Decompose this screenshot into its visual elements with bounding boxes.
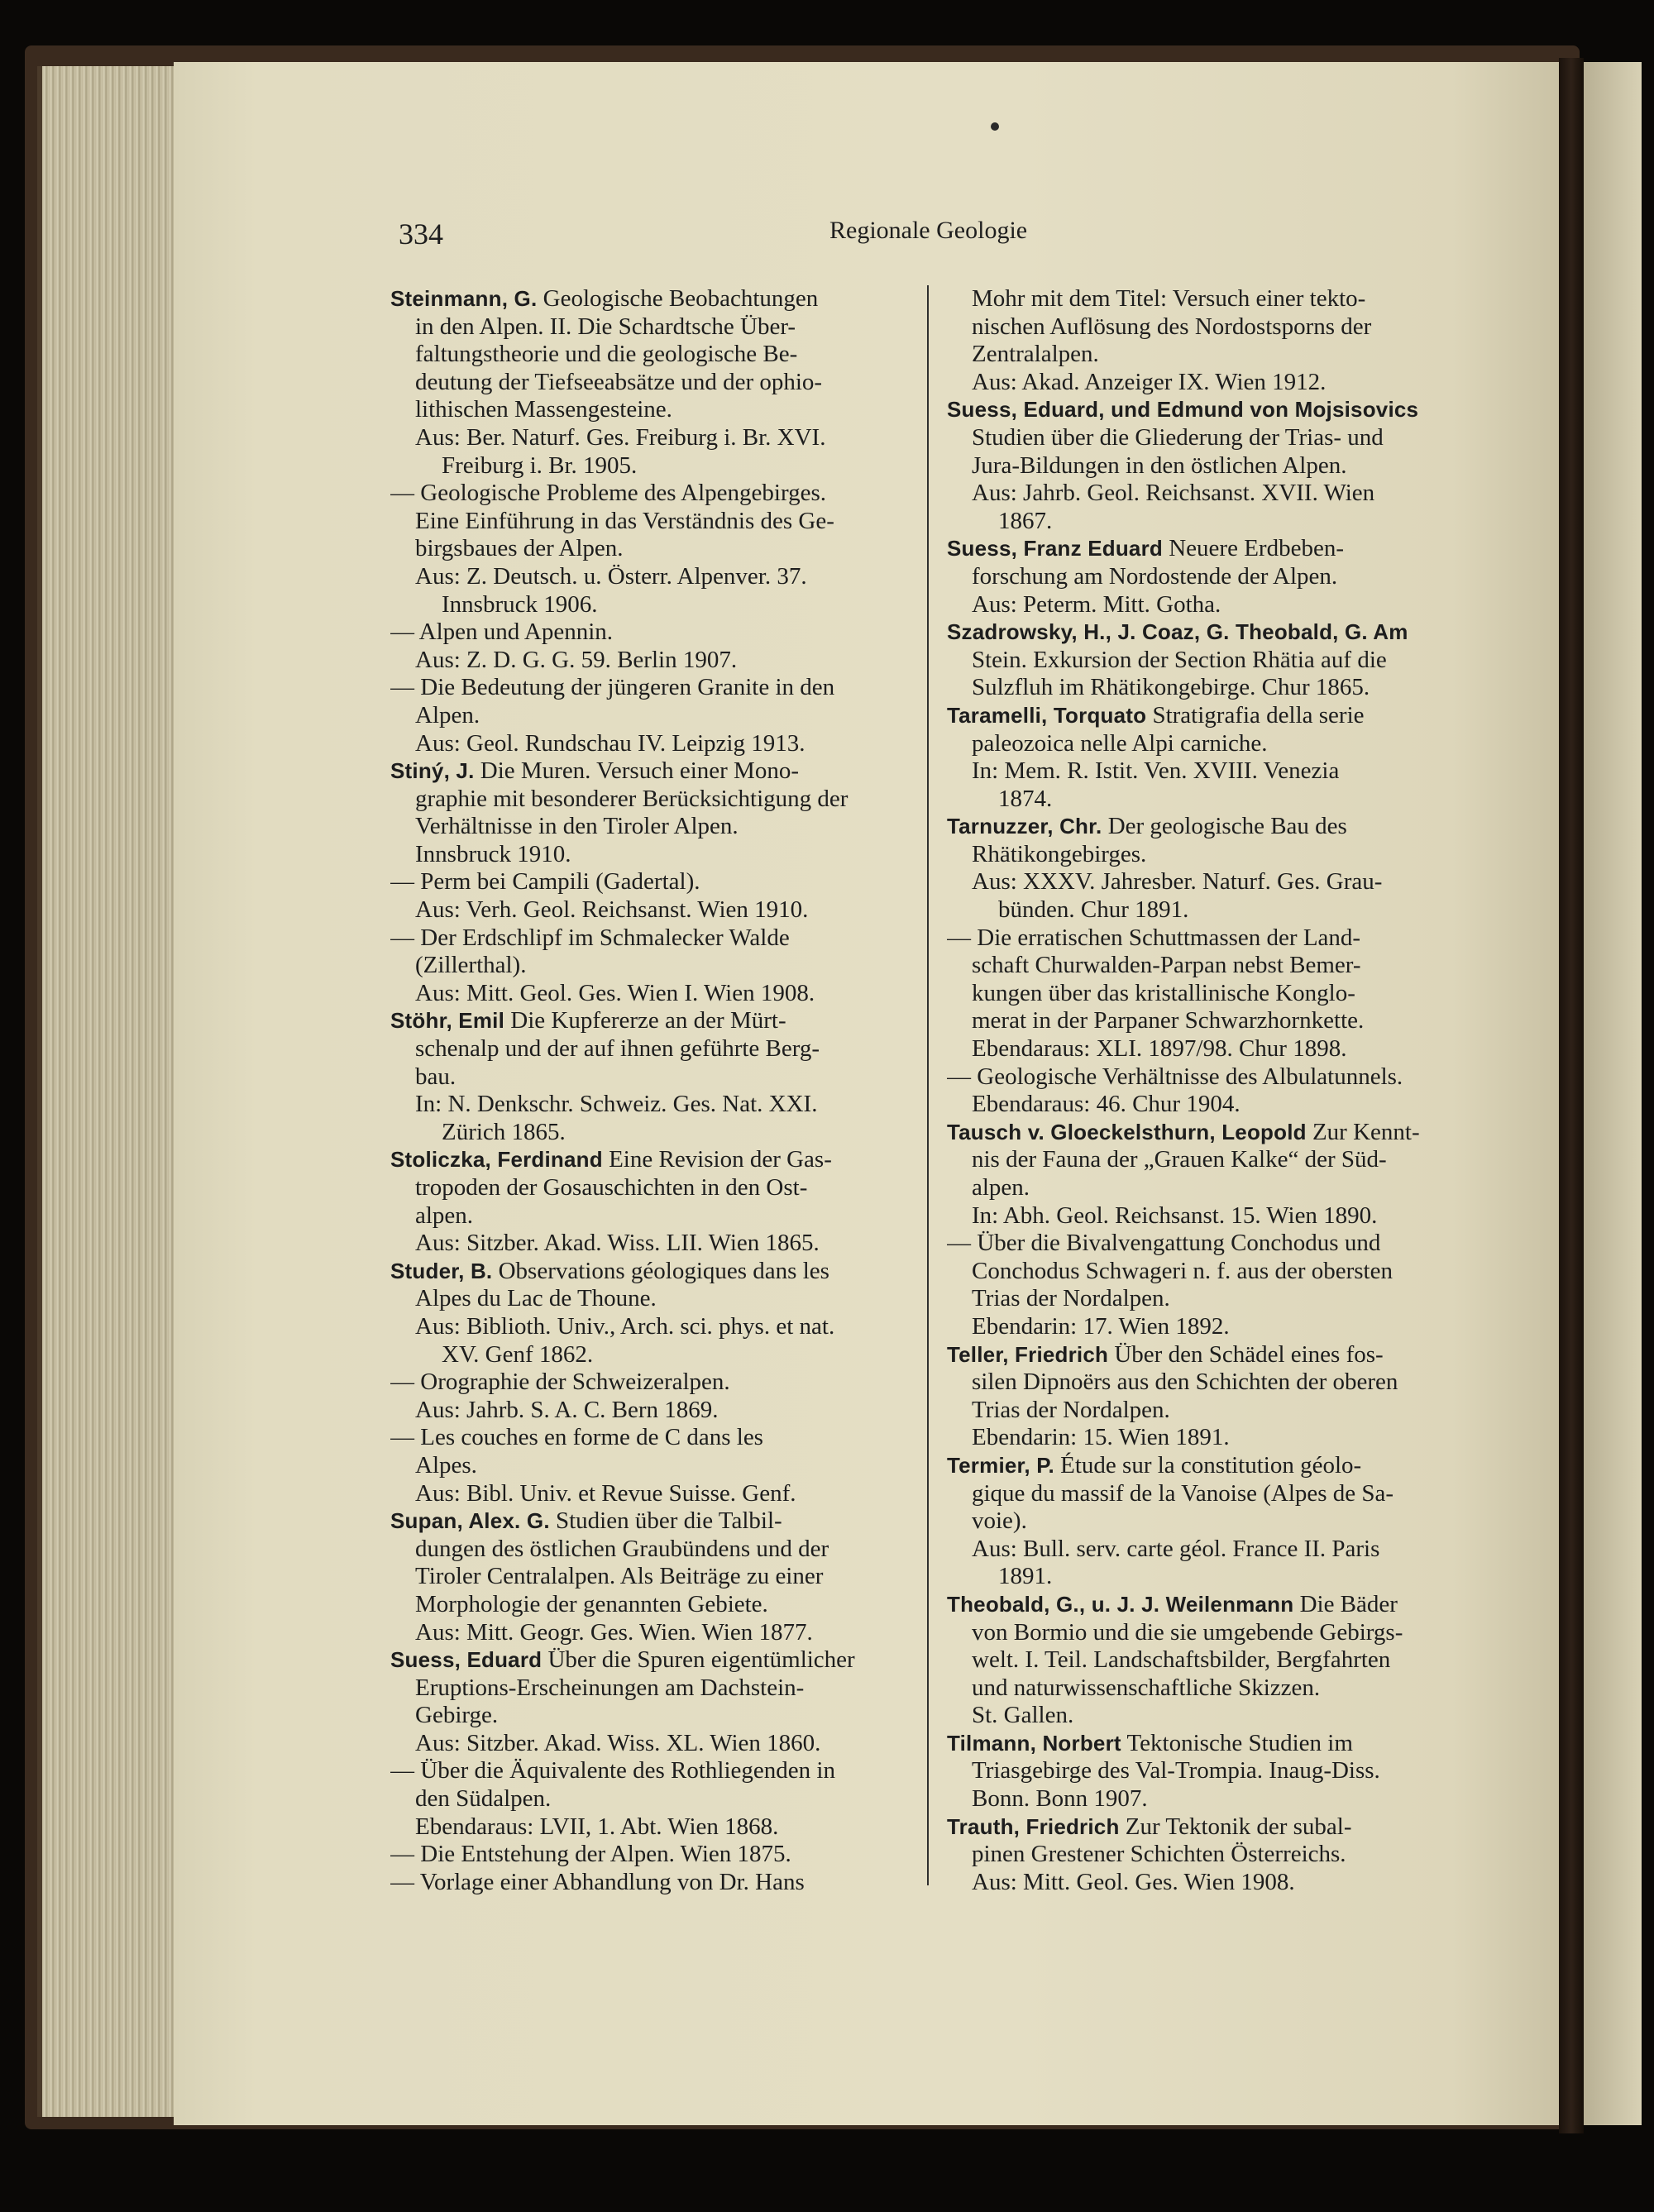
entry-title-start: Zur Kennt- xyxy=(1312,1118,1420,1145)
entry-title-line: Rhätikongebirges. xyxy=(972,840,1147,867)
entry-title-start: Les couches en forme de C dans les xyxy=(420,1424,763,1451)
entry-first-line xyxy=(947,702,1468,730)
bib-entry xyxy=(390,480,907,619)
entry-title-line: bau. xyxy=(415,1063,457,1090)
entry-title-line: Alpes. xyxy=(415,1451,477,1479)
entry-title-line: und naturwissenschaftliche Skizzen. xyxy=(972,1674,1321,1701)
entry-first-line xyxy=(947,1452,1468,1480)
ditto-dash: — xyxy=(390,480,414,507)
entry-title-line: nis der Fauna der „Grauen Kalke“ der Süd- xyxy=(972,1146,1387,1173)
bib-entry xyxy=(947,535,1468,619)
entry-title-line: voie). xyxy=(972,1507,1027,1535)
entry-title-line: Jura-Bildungen in den östlichen Alpen. xyxy=(972,451,1347,479)
entry-title-start: Neuere Erdbeben- xyxy=(1169,535,1344,562)
entry-title-line: schenalp und der auf ihnen geführte Berg- xyxy=(415,1035,820,1063)
bib-entry xyxy=(947,1341,1468,1452)
page-edges xyxy=(37,66,183,2117)
entry-author: Studer, B. xyxy=(390,1258,493,1283)
entry-source-line: Aus: Peterm. Mitt. Gotha. xyxy=(972,590,1221,618)
entry-source-line: Aus: Jahrb. S. A. C. Bern 1869. xyxy=(415,1396,719,1423)
bib-entry xyxy=(947,813,1468,924)
entry-source-line: 1867. xyxy=(998,507,1053,534)
entry-title-line: Morphologie der genannten Gebiete. xyxy=(415,1590,768,1617)
entry-title-line: Trias der Nordalpen. xyxy=(972,1285,1170,1312)
entry-title-line: in den Alpen. II. Die Schardtsche Über- xyxy=(415,313,796,340)
entry-source-line: 1874. xyxy=(998,785,1053,812)
bib-entry xyxy=(947,619,1468,702)
entry-first-line xyxy=(390,1007,907,1035)
bib-entry xyxy=(390,1646,907,1757)
entry-title-start: Die Bäder xyxy=(1299,1590,1398,1617)
entry-title-line: Studien über die Gliederung der Trias- und xyxy=(972,423,1384,451)
entry-title-line: Trias der Nordalpen. xyxy=(972,1396,1170,1423)
entry-author: Suess, Eduard xyxy=(390,1647,543,1673)
entry-author: Termier, P. xyxy=(947,1452,1054,1478)
entry-title-start: Orographie der Schweizeralpen. xyxy=(420,1369,730,1396)
entry-title-start: Über die Äquivalente des Rothliegenden in xyxy=(420,1757,835,1784)
entry-title-line: dungen des östlichen Graubündens und der xyxy=(415,1535,829,1562)
ditto-dash: — xyxy=(390,1757,414,1784)
entry-title-line: gique du massif de la Vanoise (Alpes de Sa- xyxy=(972,1479,1394,1507)
entry-first-line xyxy=(390,1646,907,1675)
bib-entry xyxy=(947,702,1468,813)
entry-title-line: Alpes du Lac de Thoune. xyxy=(415,1285,657,1312)
entry-first-line xyxy=(390,757,907,786)
entry-first-line xyxy=(947,619,1468,647)
bib-entry xyxy=(390,1507,907,1646)
entry-title-line: Eine Einführung in das Verständnis des Ge- xyxy=(415,507,834,534)
entry-source-line: Freiburg i. Br. 1905. xyxy=(442,451,638,479)
entry-author: Teller, Friedrich xyxy=(947,1341,1109,1367)
entry-title-line: alpen. xyxy=(972,1174,1030,1201)
entry-title-line: (Zillerthal). xyxy=(415,952,527,979)
entry-author: Supan, Alex. G. xyxy=(390,1508,550,1534)
bib-entry xyxy=(390,1146,907,1257)
entry-title-start: Der Erdschlipf im Schmalecker Walde xyxy=(420,924,790,951)
running-title: Regionale Geologie xyxy=(829,217,1028,244)
entry-first-line xyxy=(390,480,907,508)
entry-title-line: Conchodus Schwageri n. f. aus der obersten xyxy=(972,1257,1393,1284)
entry-title-start: Die Entstehung der Alpen. Wien 1875. xyxy=(420,1841,791,1868)
entry-source-line: Ebendaraus: 46. Chur 1904. xyxy=(972,1091,1240,1118)
ditto-dash: — xyxy=(947,1230,971,1257)
entry-source-line: Aus: XXXV. Jahresber. Naturf. Ges. Grau- xyxy=(972,868,1383,896)
entry-title-line: Triasgebirge des Val-Trompia. Inaug-Diss. xyxy=(972,1757,1380,1784)
entry-source-line: Aus: Z. Deutsch. u. Österr. Alpenver. 37. xyxy=(415,562,807,590)
entry-title-start: Étude sur la constitution géolo- xyxy=(1060,1451,1362,1479)
book-gutter xyxy=(1559,58,1584,2133)
entry-author: Stoliczka, Ferdinand xyxy=(390,1147,603,1173)
bib-entry xyxy=(947,1119,1468,1230)
entry-title-start: Über die Spuren eigentümlicher xyxy=(547,1646,855,1674)
entry-title-start: Zur Tektonik der subal- xyxy=(1125,1813,1352,1840)
entry-source-line: Ebendarin: 17. Wien 1892. xyxy=(972,1312,1230,1340)
entry-author: Tausch v. Gloeckelsthurn, Leopold xyxy=(947,1119,1307,1144)
entry-first-line xyxy=(390,1424,907,1452)
entry-source-line: XV. Genf 1862. xyxy=(442,1340,594,1368)
bib-entry xyxy=(390,1369,907,1424)
page-number: 334 xyxy=(399,217,443,251)
entry-title-line: von Bormio und die sie umgebende Gebirgs- xyxy=(972,1618,1403,1646)
bib-entry xyxy=(390,757,907,868)
entry-title-line: nischen Auflösung des Nordostsporns der xyxy=(972,313,1372,340)
entry-title-line: Mohr mit dem Titel: Versuch einer tekto- xyxy=(972,285,1366,312)
entry-title-line: Sulzfluh im Rhätikongebirge. Chur 1865. xyxy=(972,674,1370,701)
entry-source-line: Ebendaraus: XLI. 1897/98. Chur 1898. xyxy=(972,1035,1347,1063)
bib-entry xyxy=(390,1258,907,1369)
entry-author: Szadrowsky, H., J. Coaz, G. Theobald, G. Am xyxy=(947,619,1408,645)
entry-source-line: Aus: Mitt. Geogr. Ges. Wien. Wien 1877. xyxy=(415,1618,813,1646)
entry-title-line: Bonn. Bonn 1907. xyxy=(972,1785,1148,1813)
entry-author: Suess, Eduard, und Edmund von Mojsisovics xyxy=(947,397,1419,423)
entry-title-line: birgsbaues der Alpen. xyxy=(415,535,624,562)
entry-title-line: graphie mit besonderer Berücksichtigung der xyxy=(415,785,849,812)
bib-entry xyxy=(390,674,907,757)
entry-first-line xyxy=(947,535,1468,563)
entry-source-line: Aus: Jahrb. Geol. Reichsanst. XVII. Wien xyxy=(972,480,1375,507)
entry-source-line: In: Abh. Geol. Reichsanst. 15. Wien 1890. xyxy=(972,1202,1378,1229)
entry-title-start: Geologische Probleme des Alpengebirges. xyxy=(420,480,826,507)
ditto-dash: — xyxy=(390,1369,414,1396)
bib-entry xyxy=(947,924,1468,1063)
entry-title-start: Geologische Beobachtungen xyxy=(543,285,819,312)
ditto-dash: — xyxy=(390,868,414,896)
entry-source-line: bünden. Chur 1891. xyxy=(998,896,1189,924)
entry-first-line xyxy=(390,1757,907,1785)
entry-title-start: Die erratischen Schuttmassen der Land- xyxy=(977,924,1361,951)
entry-title-line: Eruptions-Erscheinungen am Dachstein- xyxy=(415,1674,805,1701)
entry-source-line: Aus: Verh. Geol. Reichsanst. Wien 1910. xyxy=(415,896,809,924)
entry-title-line: Stein. Exkursion der Section Rhätia auf die xyxy=(972,646,1387,673)
bib-entry xyxy=(947,1230,1468,1340)
entry-title-line: forschung am Nordostende der Alpen. xyxy=(972,562,1338,590)
entry-first-line xyxy=(947,396,1468,424)
entry-title-start: Alpen und Apennin. xyxy=(418,619,614,646)
left-column xyxy=(390,285,907,1896)
entry-first-line xyxy=(947,813,1468,841)
entry-source-line: Aus: Mitt. Geol. Ges. Wien I. Wien 1908. xyxy=(415,979,815,1006)
entry-title-line: silen Dipnoërs aus den Schichten der oberen xyxy=(972,1369,1398,1396)
entry-title-line: Verhältnisse in den Tiroler Alpen. xyxy=(415,813,739,840)
entry-title-start: Perm bei Campili (Gadertal). xyxy=(420,868,700,896)
bib-entry xyxy=(390,868,907,924)
entry-title-start: Stratigrafia della serie xyxy=(1152,701,1365,729)
bib-entry xyxy=(947,1452,1468,1591)
bib-entry xyxy=(390,1869,907,1897)
entry-title-line: paleozoica nelle Alpi carniche. xyxy=(972,729,1268,757)
entry-source-line: Innsbruck 1906. xyxy=(442,590,598,618)
entry-first-line xyxy=(947,1591,1468,1619)
ditto-dash: — xyxy=(390,1841,414,1868)
entry-title-line: welt. I. Teil. Landschaftsbilder, Bergfahrten xyxy=(972,1646,1391,1674)
entry-first-line xyxy=(947,1341,1468,1369)
entry-first-line xyxy=(947,1730,1468,1758)
ditto-dash: — xyxy=(390,1424,414,1451)
entry-title-line: tropoden der Gosauschichten in den Ost- xyxy=(415,1174,808,1201)
entry-source-line: In: N. Denkschr. Schweiz. Ges. Nat. XXI. xyxy=(415,1091,818,1118)
bib-entry xyxy=(947,285,1468,396)
entry-author: Stiný, J. xyxy=(390,758,475,784)
entry-title-start: Über den Schädel eines fos- xyxy=(1114,1340,1384,1368)
ditto-dash: — xyxy=(947,1063,971,1090)
entry-first-line xyxy=(390,285,907,313)
bib-entry xyxy=(390,619,907,674)
entry-author: Steinmann, G. xyxy=(390,286,538,311)
entry-source-line: Zürich 1865. xyxy=(442,1118,566,1145)
entry-title-line: Alpen. xyxy=(415,701,480,729)
entry-source-line: Aus: Geol. Rundschau IV. Leipzig 1913. xyxy=(415,729,805,757)
entry-title-start: Die Kupfererze an der Mürt- xyxy=(510,1007,786,1034)
entry-source-line: Aus: Sitzber. Akad. Wiss. XL. Wien 1860. xyxy=(415,1729,821,1756)
entry-title-start: Die Bedeutung der jüngeren Granite in den xyxy=(420,674,835,701)
entry-source-line: Innsbruck 1910. xyxy=(415,840,571,867)
entry-source-line: Aus: Biblioth. Univ., Arch. sci. phys. et nat. xyxy=(415,1312,835,1340)
entry-source-line: 1891. xyxy=(998,1563,1053,1590)
bib-entry xyxy=(390,1841,907,1869)
entry-first-line xyxy=(390,1841,907,1869)
entry-title-line: pinen Grestener Schichten Österreichs. xyxy=(972,1841,1346,1868)
entry-author: Theobald, G., u. J. J. Weilenmann xyxy=(947,1591,1294,1617)
entry-title-start: Observations géologiques dans les xyxy=(498,1257,829,1284)
entry-title-line: lithischen Massengesteine. xyxy=(415,396,672,423)
bib-entry xyxy=(390,1424,907,1507)
entry-title-line: kungen über das kristallinische Konglo- xyxy=(972,979,1355,1006)
bib-entry xyxy=(947,1063,1468,1119)
entry-author: Tarnuzzer, Chr. xyxy=(947,814,1102,839)
entry-first-line xyxy=(947,1119,1468,1147)
entry-author: Trauth, Friedrich xyxy=(947,1813,1120,1839)
entry-first-line xyxy=(390,1869,907,1897)
entry-title-line: faltungstheorie und die geologische Be- xyxy=(415,341,798,368)
entry-first-line xyxy=(947,1063,1468,1092)
entry-author: Taramelli, Torquato xyxy=(947,702,1147,728)
ditto-dash: — xyxy=(390,674,414,701)
entry-title-line: Tiroler Centralalpen. Als Beiträge zu einer xyxy=(415,1563,824,1590)
entry-source-line: Aus: Akad. Anzeiger IX. Wien 1912. xyxy=(972,368,1327,395)
ditto-dash: — xyxy=(390,619,414,646)
entry-title-start: Vorlage einer Abhandlung von Dr. Hans xyxy=(419,1868,805,1895)
entry-source-line: In: Mem. R. Istit. Ven. XVIII. Venezia xyxy=(972,757,1340,785)
bib-entry xyxy=(390,285,907,480)
entry-title-line: schaft Churwalden-Parpan nebst Bemer- xyxy=(972,952,1361,979)
entry-source-line: Aus: Bull. serv. carte géol. France II. Paris xyxy=(972,1535,1380,1562)
entry-first-line xyxy=(390,1507,907,1536)
entry-first-line xyxy=(390,1369,907,1397)
entry-title-start: Studien über die Talbil- xyxy=(556,1507,782,1535)
bib-entry xyxy=(947,1730,1468,1813)
entry-title-start: Eine Revision der Gas- xyxy=(609,1146,832,1173)
entry-first-line xyxy=(390,619,907,647)
entry-title-line: alpen. xyxy=(415,1202,474,1229)
entry-title-line: Zentralalpen. xyxy=(972,341,1099,368)
entry-first-line xyxy=(390,924,907,953)
entry-title-start: Geologische Verhältnisse des Albulatunnels. xyxy=(977,1063,1403,1090)
entry-first-line xyxy=(947,1230,1468,1258)
entry-first-line xyxy=(390,868,907,896)
entry-title-line: merat in der Parpaner Schwarzhornkette. xyxy=(972,1007,1365,1034)
bib-entry xyxy=(947,396,1468,535)
bib-entry xyxy=(390,1007,907,1146)
ditto-dash: — xyxy=(947,924,971,951)
entry-first-line xyxy=(390,1146,907,1174)
column-rule xyxy=(927,285,929,1885)
entry-title-line: deutung der Tiefseeabsätze und der ophio- xyxy=(415,368,823,395)
entry-source-line: Aus: Z. D. G. G. 59. Berlin 1907. xyxy=(415,646,738,673)
bib-entry xyxy=(947,1591,1468,1730)
entry-source-line: Ebendaraus: LVII, 1. Abt. Wien 1868. xyxy=(415,1813,779,1840)
entry-title-start: Tektonische Studien im xyxy=(1126,1729,1353,1756)
entry-source-line: Aus: Bibl. Univ. et Revue Suisse. Genf. xyxy=(415,1479,796,1507)
entry-title-start: Über die Bivalvengattung Conchodus und xyxy=(977,1230,1381,1257)
entry-title-line: Gebirge. xyxy=(415,1702,499,1729)
bib-entry xyxy=(390,924,907,1008)
entry-first-line xyxy=(390,674,907,702)
entry-source-line: St. Gallen. xyxy=(972,1702,1074,1729)
entry-first-line xyxy=(947,924,1468,953)
entry-source-line: Aus: Mitt. Geol. Ges. Wien 1908. xyxy=(972,1868,1295,1895)
bib-entry xyxy=(947,1813,1468,1897)
ink-mark xyxy=(991,122,999,131)
ditto-dash: — xyxy=(390,1868,414,1895)
entry-author: Suess, Franz Eduard xyxy=(947,536,1163,561)
facing-page-edge xyxy=(1584,62,1642,2125)
right-column xyxy=(947,285,1468,1896)
entry-author: Stöhr, Emil xyxy=(390,1008,505,1034)
entry-first-line xyxy=(947,1813,1468,1842)
entry-source-line: Aus: Ber. Naturf. Ges. Freiburg i. Br. XVI. xyxy=(415,423,826,451)
entry-source-line: Ebendarin: 15. Wien 1891. xyxy=(972,1424,1230,1451)
entry-title-start: Die Muren. Versuch einer Mono- xyxy=(480,757,799,785)
entry-author: Tilmann, Norbert xyxy=(947,1730,1121,1756)
entry-source-line: Aus: Sitzber. Akad. Wiss. LII. Wien 1865. xyxy=(415,1230,820,1257)
entry-first-line xyxy=(390,1258,907,1286)
bib-entry xyxy=(390,1757,907,1841)
entry-title-line: den Südalpen. xyxy=(415,1785,552,1813)
entry-title-start: Der geologische Bau des xyxy=(1107,813,1347,840)
ditto-dash: — xyxy=(390,924,414,951)
